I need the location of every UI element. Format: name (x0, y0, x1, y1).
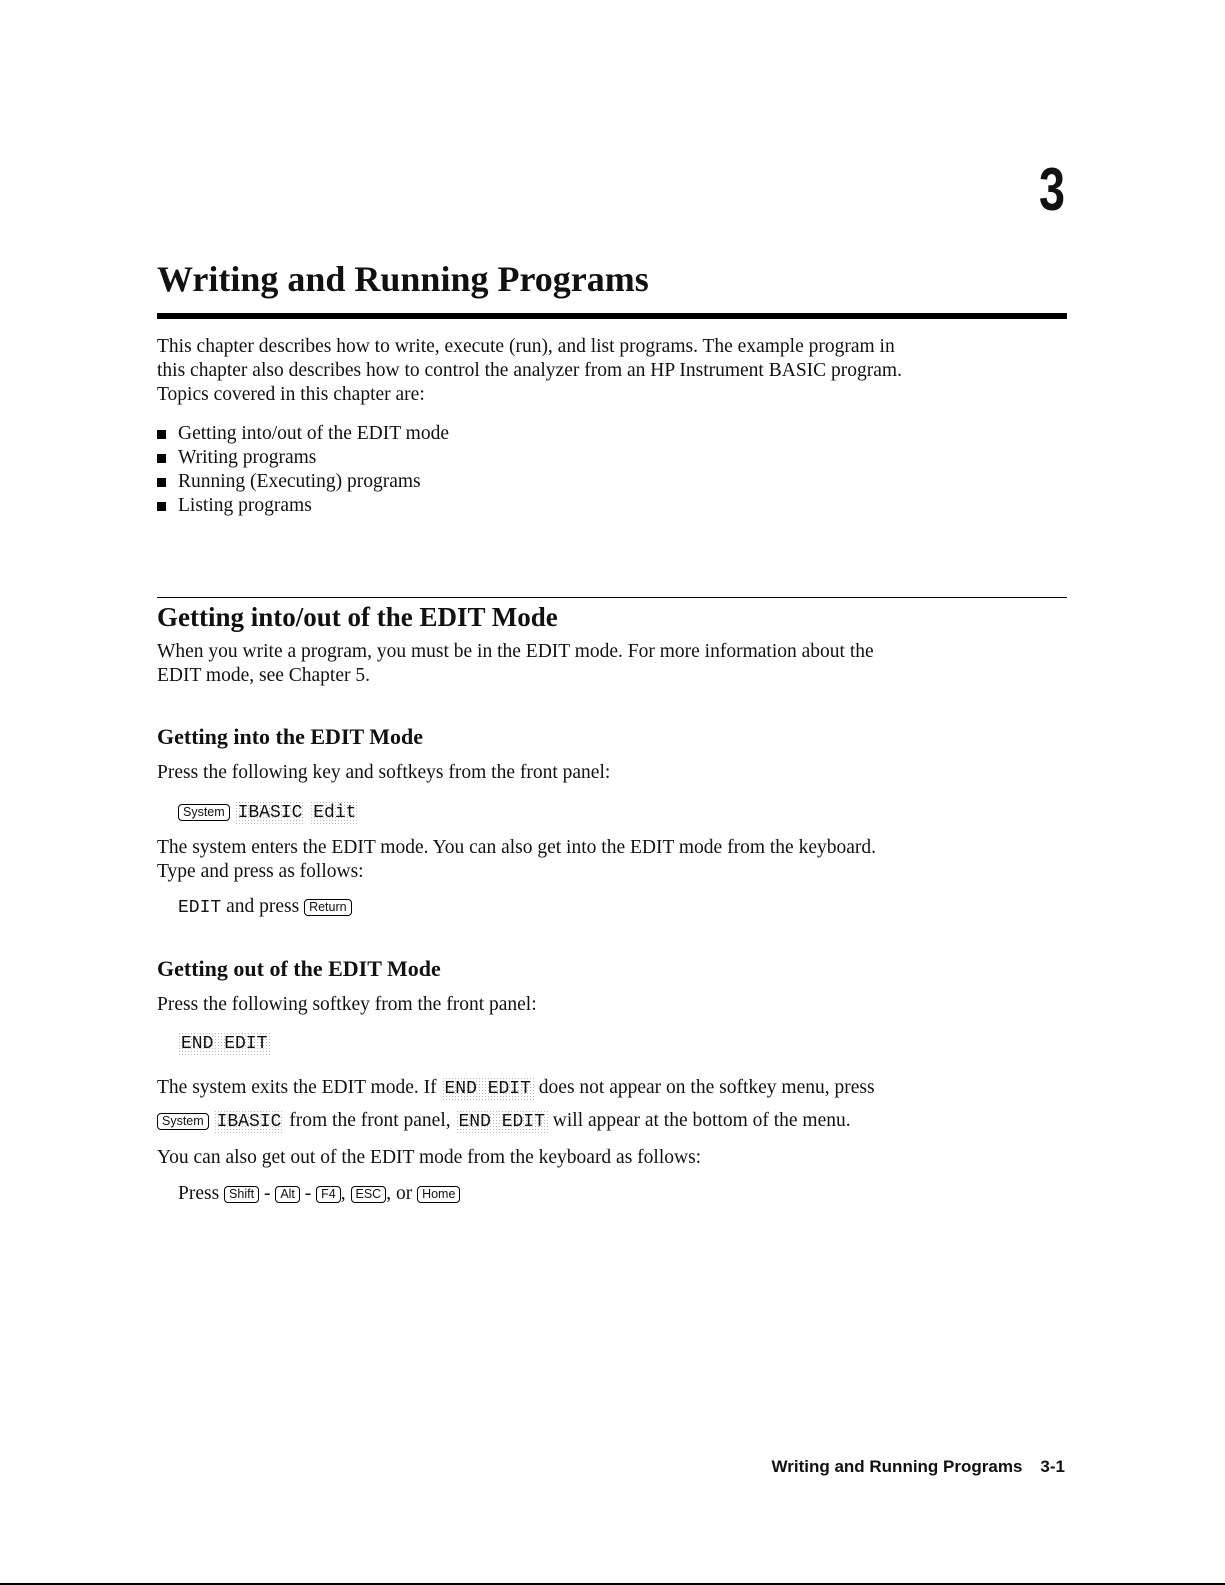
footer-title: Writing and Running Programs (771, 1457, 1023, 1476)
section-para-line-1: When you write a program, you must be in the EDIT mode. For more information about the (157, 641, 874, 662)
ibasic-softkey[interactable]: IBASIC (235, 801, 306, 825)
bullet-icon (157, 430, 166, 439)
into-heading: Getting into the EDIT Mode (157, 724, 424, 749)
intro-line-2: this chapter also describes how to control the analyzer from an HP Instrument BASIC program. (157, 360, 902, 381)
home-key[interactable]: Home (417, 1186, 460, 1203)
end-edit-softkey[interactable]: END EDIT (456, 1110, 548, 1134)
edit-command: EDIT (178, 898, 222, 918)
alt-key[interactable]: Alt (275, 1186, 300, 1203)
bullet-icon (157, 502, 166, 511)
list-item: Running (Executing) programs (157, 470, 449, 494)
end-edit-softkey[interactable]: END EDIT (442, 1077, 534, 1101)
out-heading: Getting out of the EDIT Mode (157, 956, 441, 981)
bullet-icon (157, 478, 166, 487)
into-key-sequence (178, 799, 359, 825)
edit-softkey[interactable]: Edit (310, 801, 359, 825)
section-heading: Getting into/out of the EDIT Mode (157, 602, 558, 632)
system-key[interactable]: System (157, 1113, 209, 1130)
return-key[interactable]: Return (304, 899, 352, 916)
and-press-text: and press (226, 896, 300, 917)
section-para-line-2: EDIT mode, see Chapter 5. (157, 665, 370, 686)
into-enters-line-2: Type and press as follows: (157, 861, 364, 882)
chapter-number: 3 (1038, 156, 1065, 223)
page-footer (700, 1456, 1065, 1478)
out-keyboard-text: You can also get out of the EDIT mode from the keyboard as follows: (157, 1147, 702, 1168)
into-enters-line-1: The system enters the EDIT mode. You can also get into the EDIT mode from the keyboard. (157, 837, 876, 858)
chapter-title: Writing and Running Programs (157, 259, 649, 299)
list-item: Listing programs (157, 494, 449, 518)
section-rule (157, 597, 1067, 598)
out-softkey-line (178, 1030, 270, 1056)
shift-key[interactable]: Shift (224, 1186, 259, 1203)
into-press-text: Press the following key and softkeys from the front panel: (157, 762, 611, 783)
system-key[interactable]: System (178, 804, 230, 821)
out-keyboard-sequence: Press Shift - Alt - F4 , ESC , or Home (178, 1181, 460, 1207)
esc-key[interactable]: ESC (351, 1186, 387, 1203)
f4-key[interactable]: F4 (316, 1186, 341, 1203)
ibasic-softkey[interactable]: IBASIC (214, 1110, 285, 1134)
topics-list (157, 422, 449, 518)
title-rule (157, 313, 1067, 319)
list-item: Getting into/out of the EDIT mode (157, 422, 449, 446)
end-edit-softkey[interactable]: END EDIT (178, 1032, 270, 1056)
intro-line-3: Topics covered in this chapter are: (157, 384, 425, 405)
bullet-icon (157, 454, 166, 463)
list-item: Writing programs (157, 446, 449, 470)
out-exits-line-1: The system exits the EDIT mode. If END EDIT does not appear on the softkey menu, press (157, 1077, 875, 1099)
out-exits-line-2: System IBASIC from the front panel, END EDIT will appear at the bottom of the menu. (157, 1106, 851, 1136)
page-number: 3-1 (1040, 1457, 1065, 1476)
out-press-text: Press the following softkey from the front panel: (157, 994, 537, 1015)
intro-line-1: This chapter describes how to write, execute (run), and list programs. The example program in (157, 336, 895, 357)
into-keyboard-sequence (178, 894, 352, 921)
